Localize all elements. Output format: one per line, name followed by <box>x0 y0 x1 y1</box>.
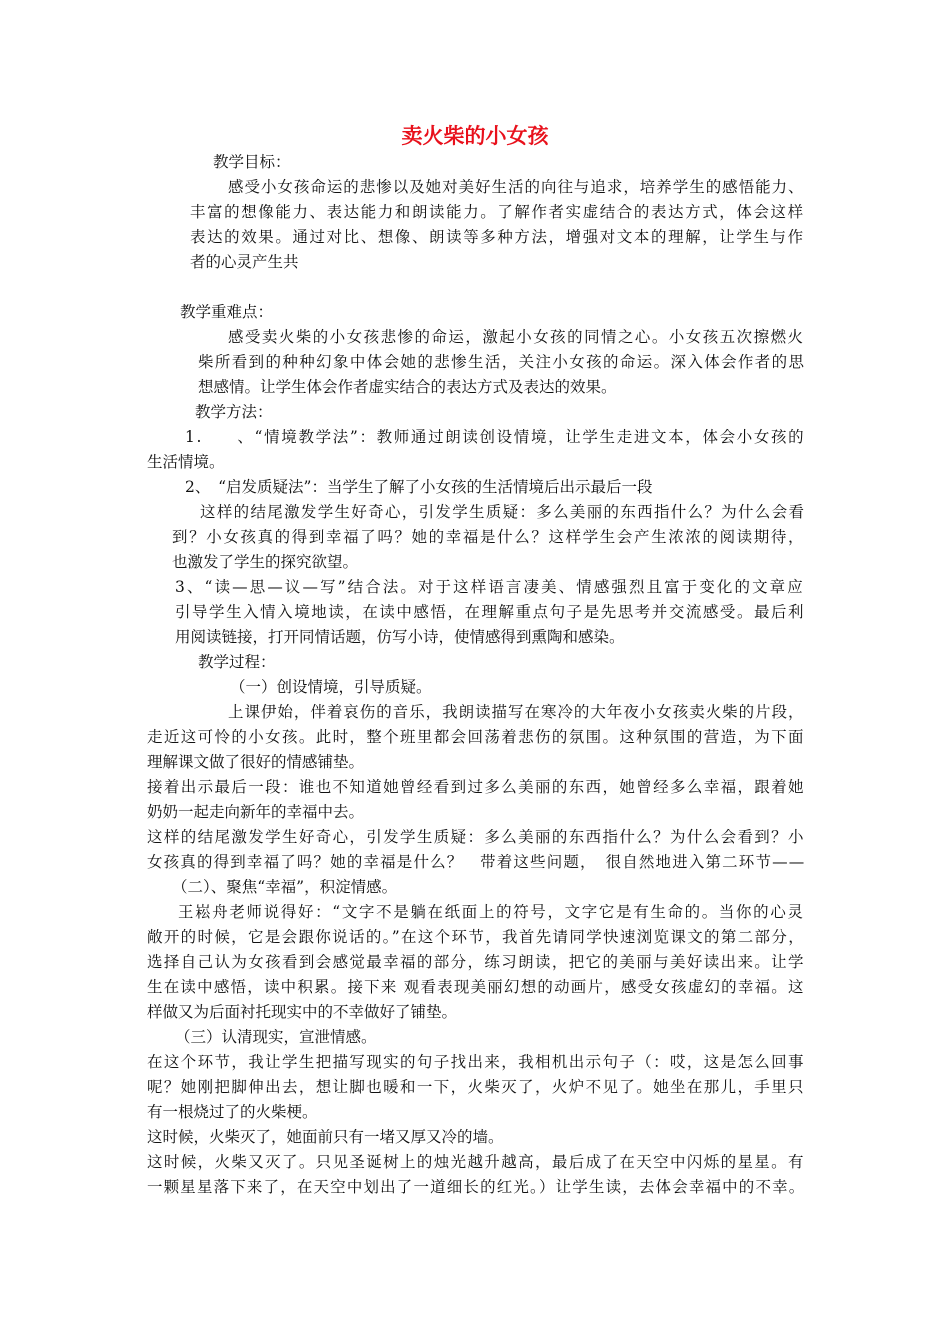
body-line: 到？小女孩真的得到幸福了吗？她的幸福是什么？这样学生会产生浓浓的阅读期待， <box>172 528 806 546</box>
body-line: 引导学生入情入境地读，在读中感悟，在理解重点句子是先思考并交流感受。最后利 <box>175 603 806 621</box>
body-line: 感受卖火柴的小女孩悲惨的命运，激起小女孩的同情之心。小女孩五次擦燃火 <box>228 328 805 346</box>
body-line: 理解课文做了很好的情感铺垫。 <box>147 753 365 771</box>
body-line: 样做又为后面衬托现实中的不幸做好了铺垫。 <box>147 1003 458 1021</box>
body-line: 奶奶一起走向新年的幸福中去。 <box>147 803 365 821</box>
body-line: 王崧舟老师说得好：“文字不是躺在纸面上的符号，文字它是有生命的。当你的心灵 <box>178 903 805 921</box>
body-line: 教学目标： <box>213 153 291 171</box>
body-line: （三）认清现实，宣泄情感。 <box>175 1028 377 1046</box>
body-line: 表达的效果。通过对比、想像、朗读等多种方法，增强对文本的理解，让学生与作 <box>190 228 805 246</box>
body-line: 教学过程： <box>198 653 276 671</box>
body-line: 2、 “启发质疑法”：当学生了解了小女孩的生活情境后出示最后一段 <box>185 478 653 496</box>
body-line: 教学方法： <box>195 403 273 421</box>
body-line: 这样的结尾激发学生好奇心，引发学生质疑：多么美丽的东西指什么？为什么会看 <box>200 503 806 521</box>
body-line: （一）创设情境，引导质疑。 <box>230 678 432 696</box>
body-line: 敞开的时候，它是会跟你说话的。”在这个环节，我首先请同学快速浏览课文的第二部分， <box>147 928 806 946</box>
body-line: 也激发了学生的探究欲望。 <box>172 553 359 571</box>
body-line: 生活情境。 <box>147 453 225 471</box>
body-line: 女孩真的得到幸福了吗？她的幸福是什么？ 带着这些问题， 很自然地进入第二环节—— <box>147 853 806 871</box>
body-line: 教学重难点： <box>180 303 274 321</box>
body-line: （二）、聚焦“幸福”，积淀情感。 <box>172 878 398 896</box>
body-line: 这样的结尾激发学生好奇心，引发学生质疑：多么美丽的东西指什么？为什么会看到？小 <box>147 828 805 846</box>
body-line: 想感情。让学生体会作者虚实结合的表达方式及表达的效果。 <box>198 378 617 396</box>
body-line: 呢？她刚把脚伸出去，想让脚也暖和一下，火柴灭了，火炉不见了。她坐在那儿，手里只 <box>147 1078 805 1096</box>
body-line: 接着出示最后一段：谁也不知道她曾经看到过多么美丽的东西，她曾经多么幸福，跟着她 <box>147 778 805 796</box>
body-line: 柴所看到的种种幻象中体会她的悲惨生活，关注小女孩的命运。深入体会作者的思 <box>198 353 806 371</box>
body-line: 在这个环节，我让学生把描写现实的句子找出来，我相机出示句子（：哎，这是怎么回事 <box>147 1053 805 1071</box>
body-line: 3、“读—思—议—写”结合法。对于这样语言凄美、情感强烈且富于变化的文章应 <box>175 578 805 596</box>
body-line: 选择自己认为女孩看到会感觉最幸福的部分，练习朗读，把它的美丽与美好读出来。让学 <box>147 953 805 971</box>
body-line: 这时候，火柴灭了，她面前只有一堵又厚又冷的墙。 <box>147 1128 504 1146</box>
body-line: 感受小女孩命运的悲惨以及她对美好生活的向往与追求，培养学生的感悟能力、 <box>228 178 805 196</box>
body-line: 用阅读链接，打开同情话题，仿写小诗，使情感得到熏陶和感染。 <box>175 628 625 646</box>
body-line: 有一根烧过了的火柴梗。 <box>147 1103 318 1121</box>
body-line: 这时候，火柴又灭了。只见圣诞树上的烛光越升越高，最后成了在天空中闪烁的星星。有 <box>147 1153 805 1171</box>
document-title: 卖火柴的小女孩 <box>401 124 549 148</box>
body-line: 一颗星星落下来了，在天空中划出了一道细长的红光。）让学生读，去体会幸福中的不幸。 <box>147 1178 806 1196</box>
body-line: 走近这可怜的小女孩。此时，整个班里都会回荡着悲伤的氛围。这种氛围的营造，为下面 <box>147 728 805 746</box>
body-line: 者的心灵产生共 <box>190 253 299 271</box>
body-line: 上课伊始，伴着哀伤的音乐，我朗读描写在寒冷的大年夜小女孩卖火柴的片段， <box>228 703 805 721</box>
body-line: 1. 、“情境教学法”：教师通过朗读创设情境，让学生走进文本，体会小女孩的 <box>185 428 806 446</box>
body-line: 丰富的想像能力、表达能力和朗读能力。了解作者实虚结合的表达方式，体会这样 <box>190 203 805 221</box>
body-line: 生在读中感悟，读中积累。接下来 观看表现美丽幻想的动画片，感受女孩虚幻的幸福。这 <box>147 978 805 996</box>
